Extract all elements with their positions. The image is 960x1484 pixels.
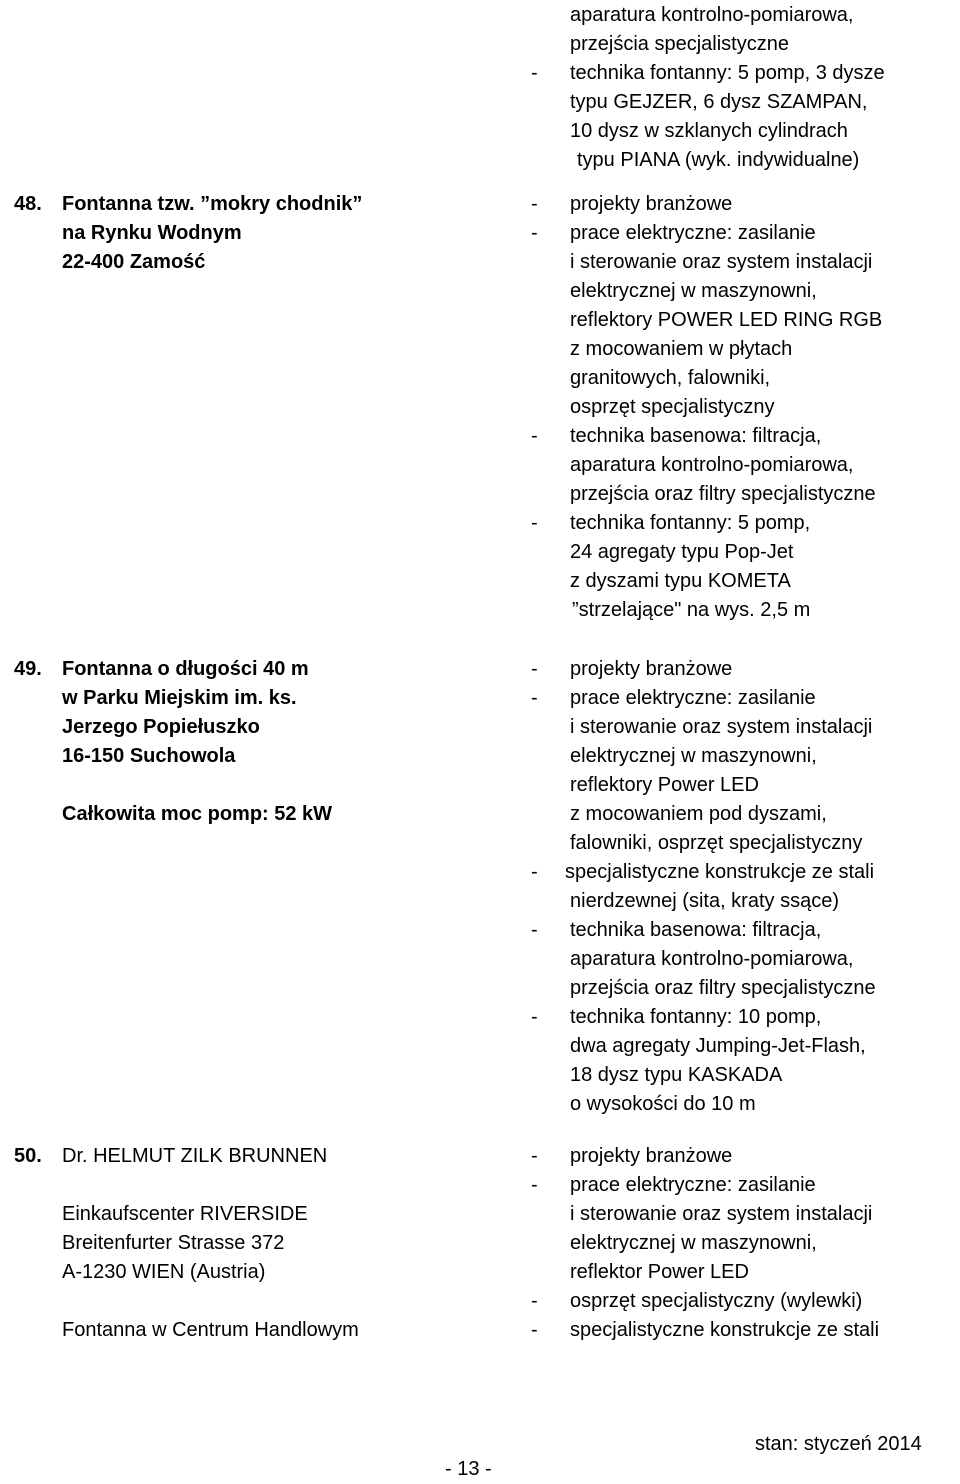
scope-line: technika basenowa: filtracja,: [570, 919, 822, 941]
scope-line: projekty branżowe: [570, 1145, 733, 1167]
scope-line: elektrycznej w maszynowni,: [570, 745, 817, 767]
scope-line: technika fontanny: 10 pomp,: [570, 1006, 822, 1028]
bullet-dash: -: [531, 687, 538, 709]
bullet-dash: -: [531, 1006, 538, 1028]
bullet-dash: -: [531, 512, 538, 534]
scope-line: ”strzelające" na wys. 2,5 m: [572, 599, 811, 621]
continuation-line: typu PIANA (wyk. indywidualne): [577, 149, 860, 171]
scope-line: granitowych, falowniki,: [570, 367, 771, 389]
continuation-line: technika fontanny: 5 pomp, 3 dysze: [570, 62, 885, 84]
bullet-dash: -: [531, 1290, 538, 1312]
scope-line: projekty branżowe: [570, 193, 733, 215]
scope-line: prace elektryczne: zasilanie: [570, 687, 816, 709]
entry-number: 49.: [14, 658, 42, 680]
scope-line: reflektory Power LED: [570, 774, 759, 796]
scope-line: i sterowanie oraz system instalacji: [570, 716, 873, 738]
continuation-line: typu GEJZER, 6 dysz SZAMPAN,: [570, 91, 868, 113]
continuation-line: przejścia specjalistyczne: [570, 33, 789, 55]
entry-address: 22-400 Zamość: [62, 251, 206, 273]
scope-line: falowniki, osprzęt specjalistyczny: [570, 832, 863, 854]
entry-location: Jerzego Popiełuszko: [62, 716, 260, 738]
scope-line: o wysokości do 10 m: [570, 1093, 756, 1115]
continuation-line: aparatura kontrolno-pomiarowa,: [570, 4, 854, 26]
entry-address: Breitenfurter Strasse 372: [62, 1232, 285, 1254]
scope-line: przejścia oraz filtry specjalistyczne: [570, 483, 876, 505]
scope-line: aparatura kontrolno-pomiarowa,: [570, 454, 854, 476]
bullet-dash: -: [531, 861, 538, 883]
entry-location: na Rynku Wodnym: [62, 222, 242, 244]
scope-line: 24 agregaty typu Pop-Jet: [570, 541, 794, 563]
status-date: stan: styczeń 2014: [755, 1433, 922, 1455]
bullet-dash: -: [531, 1319, 538, 1341]
scope-line: osprzęt specjalistyczny: [570, 396, 775, 418]
scope-line: z dyszami typu KOMETA: [570, 570, 791, 592]
scope-line: osprzęt specjalistyczny (wylewki): [570, 1290, 863, 1312]
continuation-line: 10 dysz w szklanych cylindrach: [570, 120, 848, 142]
scope-line: przejścia oraz filtry specjalistyczne: [570, 977, 876, 999]
bullet-dash: -: [531, 193, 538, 215]
entry-address: 16-150 Suchowola: [62, 745, 236, 767]
bullet-dash: -: [531, 1174, 538, 1196]
scope-line: reflektory POWER LED RING RGB: [570, 309, 883, 331]
entry-location: Einkaufscenter RIVERSIDE: [62, 1203, 308, 1225]
bullet-dash: -: [531, 658, 538, 680]
entry-location: w Parku Miejskim im. ks.: [62, 687, 297, 709]
entry-description: Fontanna w Centrum Handlowym: [62, 1319, 359, 1341]
entry-power: Całkowita moc pomp: 52 kW: [62, 803, 333, 825]
entry-address: A-1230 WIEN (Austria): [62, 1261, 266, 1283]
bullet-dash: -: [531, 1145, 538, 1167]
entry-number: 50.: [14, 1145, 42, 1167]
bullet-dash: -: [531, 919, 538, 941]
scope-line: i sterowanie oraz system instalacji: [570, 251, 873, 273]
bullet-dash: -: [531, 62, 538, 84]
scope-line: i sterowanie oraz system instalacji: [570, 1203, 873, 1225]
scope-line: elektrycznej w maszynowni,: [570, 280, 817, 302]
scope-line: projekty branżowe: [570, 658, 733, 680]
scope-line: technika fontanny: 5 pomp,: [570, 512, 811, 534]
scope-line: technika basenowa: filtracja,: [570, 425, 822, 447]
bullet-dash: -: [531, 425, 538, 447]
entry-title: Dr. HELMUT ZILK BRUNNEN: [62, 1145, 328, 1167]
scope-line: reflektor Power LED: [570, 1261, 749, 1283]
scope-line: specjalistyczne konstrukcje ze stali: [570, 1319, 880, 1341]
scope-line: aparatura kontrolno-pomiarowa,: [570, 948, 854, 970]
scope-line: prace elektryczne: zasilanie: [570, 222, 816, 244]
page-number: - 13 -: [445, 1458, 492, 1480]
scope-line: dwa agregaty Jumping-Jet-Flash,: [570, 1035, 866, 1057]
entry-title: Fontanna o długości 40 m: [62, 658, 309, 680]
scope-line: z mocowaniem w płytach: [570, 338, 793, 360]
entry-title: Fontanna tzw. ”mokry chodnik”: [62, 193, 363, 215]
scope-line: nierdzewnej (sita, kraty ssące): [570, 890, 839, 912]
scope-line: specjalistyczne konstrukcje ze stali: [565, 861, 875, 883]
entry-number: 48.: [14, 193, 42, 215]
scope-line: z mocowaniem pod dyszami,: [570, 803, 827, 825]
scope-line: elektrycznej w maszynowni,: [570, 1232, 817, 1254]
bullet-dash: -: [531, 222, 538, 244]
scope-line: 18 dysz typu KASKADA: [570, 1064, 783, 1086]
scope-line: prace elektryczne: zasilanie: [570, 1174, 816, 1196]
